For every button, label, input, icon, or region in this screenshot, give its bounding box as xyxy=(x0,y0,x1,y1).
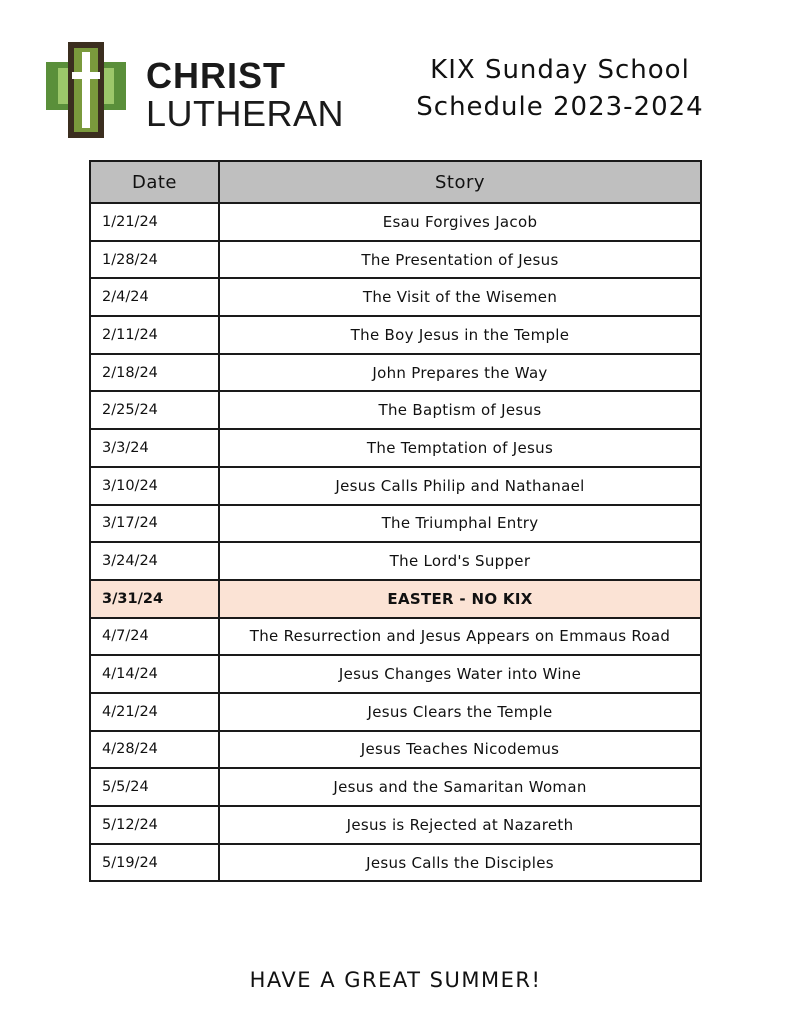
footer-message: HAVE A GREAT SUMMER! xyxy=(249,968,542,992)
row-date: 1/21/24 xyxy=(90,203,219,241)
row-story: The Triumphal Entry xyxy=(219,505,701,543)
row-date: 4/21/24 xyxy=(90,693,219,731)
row-story: EASTER - NO KIX xyxy=(219,580,701,618)
row-date: 4/14/24 xyxy=(90,655,219,693)
table-row xyxy=(90,241,701,279)
row-story: Jesus Changes Water into Wine xyxy=(219,655,701,693)
header-date: Date xyxy=(90,161,219,203)
row-date: 5/12/24 xyxy=(90,806,219,844)
logo-wordmark xyxy=(146,55,345,134)
title-line-2: Schedule 2023-2024 xyxy=(416,92,704,122)
table-row xyxy=(90,655,701,693)
row-story: The Baptism of Jesus xyxy=(219,391,701,429)
row-date: 3/3/24 xyxy=(90,429,219,467)
row-date: 3/24/24 xyxy=(90,542,219,580)
title-line-1: KIX Sunday School xyxy=(430,55,690,85)
row-story: The Resurrection and Jesus Appears on Emmaus Road xyxy=(219,618,701,656)
table-row xyxy=(90,844,701,882)
table-row xyxy=(90,391,701,429)
table-row xyxy=(90,354,701,392)
header-story: Story xyxy=(219,161,701,203)
table-row xyxy=(90,806,701,844)
table-row xyxy=(90,316,701,354)
row-date: 2/18/24 xyxy=(90,354,219,392)
schedule-table xyxy=(89,160,702,882)
table-row xyxy=(90,203,701,241)
table-row xyxy=(90,768,701,806)
cross-logo-icon xyxy=(46,42,126,138)
row-story: Jesus Clears the Temple xyxy=(219,693,701,731)
row-story: Jesus Calls the Disciples xyxy=(219,844,701,882)
row-story: John Prepares the Way xyxy=(219,354,701,392)
row-date: 1/28/24 xyxy=(90,241,219,279)
row-story: The Visit of the Wisemen xyxy=(219,278,701,316)
table-row xyxy=(90,580,701,618)
row-story: Jesus Calls Philip and Nathanael xyxy=(219,467,701,505)
row-date: 3/17/24 xyxy=(90,505,219,543)
table-row xyxy=(90,467,701,505)
table-row xyxy=(90,693,701,731)
church-logo xyxy=(46,42,346,138)
table-row xyxy=(90,505,701,543)
row-date: 2/11/24 xyxy=(90,316,219,354)
table-row xyxy=(90,429,701,467)
logo-line-lutheran: LUTHERAN xyxy=(146,93,345,134)
table-header-row xyxy=(90,161,701,203)
row-story: The Temptation of Jesus xyxy=(219,429,701,467)
row-date: 5/5/24 xyxy=(90,768,219,806)
table-row xyxy=(90,542,701,580)
schedule-body xyxy=(90,203,701,881)
row-story: Jesus and the Samaritan Woman xyxy=(219,768,701,806)
row-story: Jesus is Rejected at Nazareth xyxy=(219,806,701,844)
row-date: 3/31/24 xyxy=(90,580,219,618)
row-story: Jesus Teaches Nicodemus xyxy=(219,731,701,769)
row-story: The Presentation of Jesus xyxy=(219,241,701,279)
row-story: Esau Forgives Jacob xyxy=(219,203,701,241)
row-date: 4/28/24 xyxy=(90,731,219,769)
table-row xyxy=(90,278,701,316)
row-date: 2/25/24 xyxy=(90,391,219,429)
row-date: 4/7/24 xyxy=(90,618,219,656)
row-date: 5/19/24 xyxy=(90,844,219,882)
logo-line-christ: CHRIST xyxy=(146,55,286,96)
table-row xyxy=(90,618,701,656)
table-row xyxy=(90,731,701,769)
row-date: 3/10/24 xyxy=(90,467,219,505)
row-story: The Boy Jesus in the Temple xyxy=(219,316,701,354)
row-date: 2/4/24 xyxy=(90,278,219,316)
page-title xyxy=(410,52,710,126)
row-story: The Lord's Supper xyxy=(219,542,701,580)
